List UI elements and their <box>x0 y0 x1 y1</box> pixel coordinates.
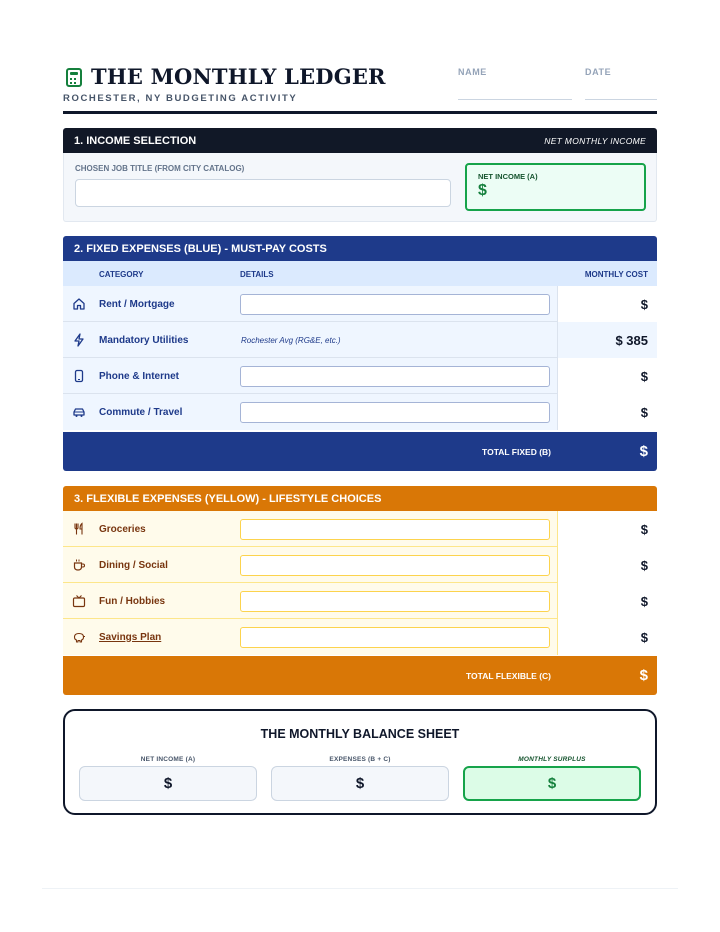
details-input[interactable] <box>240 402 550 423</box>
row-details-note: Rochester Avg (RG&E, etc.) <box>241 335 341 345</box>
table-row <box>63 358 657 394</box>
page-title: THE MONTHLY LEDGER <box>91 64 386 89</box>
fixed-total-value: $ <box>639 443 648 460</box>
footer-divider <box>42 888 678 889</box>
home-icon <box>72 297 86 311</box>
net-income-value: $ <box>478 182 487 199</box>
phone-icon <box>72 369 86 383</box>
table-row <box>63 619 657 655</box>
table-row <box>63 286 657 322</box>
cost-cell[interactable]: $ <box>557 286 657 322</box>
details-input[interactable] <box>240 366 550 387</box>
date-field[interactable] <box>585 99 657 100</box>
balance-sheet-title: THE MONTHLY BALANCE SHEET <box>260 727 460 741</box>
balance-surplus <box>463 756 641 801</box>
row-category: Rent / Mortgage <box>99 298 175 310</box>
details-input[interactable] <box>240 627 550 648</box>
net-income-box[interactable] <box>465 163 646 211</box>
balance-expenses-label: EXPENSES (B + C) <box>329 756 391 763</box>
job-title-label: CHOSEN JOB TITLE (FROM CITY CATALOG) <box>75 164 245 173</box>
fixed-section-header <box>63 236 657 261</box>
table-row <box>63 511 657 547</box>
cost-cell[interactable]: $ <box>557 619 657 655</box>
fixed-section-title: 2. FIXED EXPENSES (BLUE) - MUST-PAY COSTS <box>74 242 327 255</box>
cost-cell[interactable]: $ <box>557 358 657 394</box>
table-row <box>63 394 657 430</box>
cost-cell[interactable]: $ <box>557 583 657 619</box>
row-category: Groceries <box>99 523 146 535</box>
balance-net-income <box>79 756 257 801</box>
car-icon <box>72 405 86 419</box>
details-input[interactable] <box>240 591 550 612</box>
date-label: DATE <box>585 67 612 77</box>
table-row <box>63 322 657 358</box>
balance-surplus-value[interactable]: $ <box>463 766 641 801</box>
piggy-bank-icon <box>72 630 86 644</box>
job-title-input[interactable] <box>75 179 451 207</box>
balance-net-income-label: NET INCOME (A) <box>140 756 196 763</box>
table-row <box>63 547 657 583</box>
row-category: Commute / Travel <box>99 406 183 418</box>
row-category: Savings Plan <box>99 631 162 643</box>
cost-cell[interactable]: $ <box>557 394 657 430</box>
col-details: DETAILS <box>240 270 274 279</box>
row-category: Fun / Hobbies <box>99 595 166 607</box>
balance-net-income-value[interactable]: $ <box>79 766 257 801</box>
income-section-note: NET MONTHLY INCOME <box>544 135 646 146</box>
row-category: Phone & Internet <box>99 370 180 382</box>
net-income-label: NET INCOME (A) <box>478 172 538 181</box>
page-header <box>63 62 657 114</box>
flexible-section-title: 3. FLEXIBLE EXPENSES (YELLOW) - LIFESTYLE CHOICES <box>74 492 382 505</box>
income-section-title: 1. INCOME SELECTION <box>74 134 197 147</box>
income-section-header <box>63 128 657 153</box>
income-section <box>63 153 657 222</box>
name-field[interactable] <box>458 99 572 100</box>
balance-expenses-value[interactable]: $ <box>271 766 449 801</box>
row-category: Mandatory Utilities <box>99 334 189 346</box>
name-label: NAME <box>458 67 487 77</box>
tv-icon <box>72 594 86 608</box>
utensils-icon <box>72 522 86 536</box>
fixed-expenses-table <box>63 261 657 471</box>
lightning-icon <box>72 333 86 347</box>
cost-cell[interactable]: $ <box>557 547 657 583</box>
balance-sheet <box>63 709 657 815</box>
flexible-total-value: $ <box>639 667 648 684</box>
flexible-total-row <box>63 656 657 695</box>
balance-surplus-label: MONTHLY SURPLUS <box>518 756 586 763</box>
table-row <box>63 583 657 619</box>
calculator-icon <box>66 68 82 87</box>
row-category: Dining / Social <box>99 559 168 571</box>
details-input[interactable] <box>240 555 550 576</box>
coffee-cup-icon <box>72 558 86 572</box>
cost-cell: $ 385 <box>557 322 657 358</box>
page-subtitle: ROCHESTER, NY BUDGETING ACTIVITY <box>63 93 298 104</box>
fixed-total-row <box>63 432 657 471</box>
balance-expenses <box>271 756 449 801</box>
flexible-total-label: TOTAL FLEXIBLE (C) <box>466 670 551 681</box>
col-category: CATEGORY <box>99 270 144 279</box>
details-input[interactable] <box>240 519 550 540</box>
flexible-section-header <box>63 486 657 511</box>
table-header <box>63 261 657 286</box>
fixed-total-label: TOTAL FIXED (B) <box>482 446 551 457</box>
cost-cell[interactable]: $ <box>557 511 657 547</box>
col-monthly-cost: MONTHLY COST <box>584 270 648 279</box>
details-input[interactable] <box>240 294 550 315</box>
flexible-expenses-table <box>63 511 657 695</box>
